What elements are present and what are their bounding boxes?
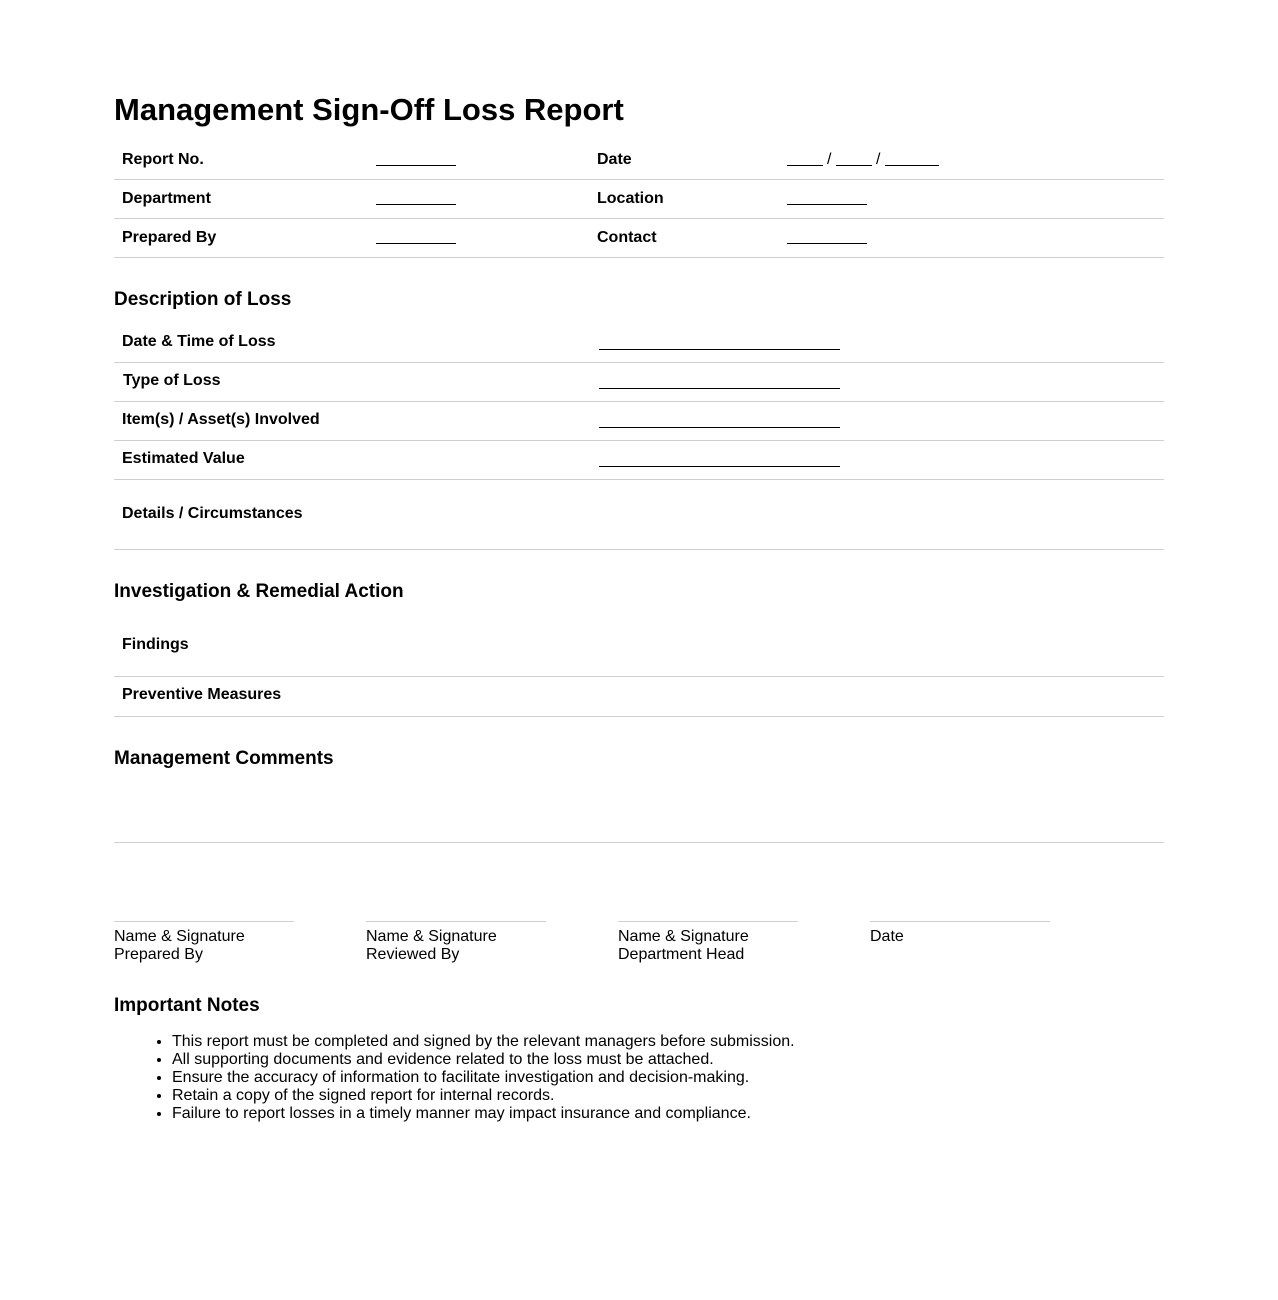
list-item: • All supporting documents and evidence related to the loss must be attached. [172, 1051, 795, 1069]
date-day-field[interactable] [787, 165, 823, 166]
signature-block-prepared [114, 928, 245, 964]
contact-label: Contact [597, 229, 657, 246]
investigation-heading: Investigation & Remedial Action [114, 581, 404, 602]
date-time-label: Date & Time of Loss [122, 333, 276, 350]
value-row [114, 441, 1164, 480]
notes-list [114, 1033, 795, 1123]
date-month-field[interactable] [836, 165, 872, 166]
location-field[interactable] [787, 204, 867, 205]
preventive-row[interactable] [114, 677, 1164, 717]
type-row [114, 363, 1164, 402]
contact-field[interactable] [787, 243, 867, 244]
value-field[interactable] [599, 466, 840, 467]
signature-role: Prepared By [114, 946, 203, 963]
location-label: Location [597, 190, 664, 207]
findings-label: Findings [122, 636, 189, 653]
details-row[interactable] [114, 480, 1164, 550]
header-row-3 [114, 219, 1164, 258]
date-year-field[interactable] [885, 165, 939, 166]
findings-row[interactable] [114, 615, 1164, 677]
prepared-by-label: Prepared By [122, 229, 217, 246]
items-field[interactable] [599, 427, 840, 428]
department-label: Department [122, 190, 211, 207]
signature-caption: Name & Signature [366, 928, 497, 945]
date-separator: / [827, 151, 832, 168]
items-label: Item(s) / Asset(s) Involved [122, 411, 320, 428]
signature-caption: Name & Signature [618, 928, 749, 945]
description-heading: Description of Loss [114, 289, 292, 310]
date-time-row [114, 323, 1164, 363]
signature-block-department-head [618, 928, 749, 964]
signature-line-department-head[interactable] [618, 921, 798, 922]
items-row [114, 402, 1164, 441]
signature-block-date [870, 928, 904, 946]
notes-heading: Important Notes [114, 995, 260, 1016]
preventive-label: Preventive Measures [122, 686, 282, 703]
list-item: • Ensure the accuracy of information to facilitate investigation and decision-making. [172, 1069, 795, 1087]
signature-block-reviewed [366, 928, 497, 964]
header-row-2 [114, 180, 1164, 219]
header-row-1 [114, 141, 1164, 180]
report-no-field[interactable] [376, 165, 456, 166]
signature-role: Reviewed By [366, 946, 460, 963]
comments-heading: Management Comments [114, 748, 334, 769]
signature-line-date[interactable] [870, 921, 1050, 922]
list-item: • Failure to report losses in a timely manner may impact insurance and compliance. [172, 1105, 795, 1123]
date-time-field[interactable] [599, 349, 840, 350]
department-field[interactable] [376, 204, 456, 205]
list-item: • Retain a copy of the signed report for internal records. [172, 1087, 795, 1105]
date-separator: / [876, 151, 881, 168]
type-field[interactable] [599, 388, 840, 389]
signature-caption: Name & Signature [114, 928, 245, 945]
details-label: Details / Circumstances [122, 505, 303, 522]
comments-area[interactable] [114, 780, 1164, 843]
prepared-by-field[interactable] [376, 243, 456, 244]
signature-line-reviewed[interactable] [366, 921, 546, 922]
date-label: Date [597, 151, 632, 168]
signature-role: Department Head [618, 946, 745, 963]
report-no-label: Report No. [122, 151, 204, 168]
signature-date-caption: Date [870, 928, 904, 945]
value-label: Estimated Value [122, 450, 245, 467]
page-title: Management Sign-Off Loss Report [114, 92, 624, 127]
type-label: Type of Loss [123, 372, 221, 389]
list-item: • This report must be completed and signed by the relevant managers before submission. [172, 1033, 795, 1051]
signature-line-prepared[interactable] [114, 921, 294, 922]
